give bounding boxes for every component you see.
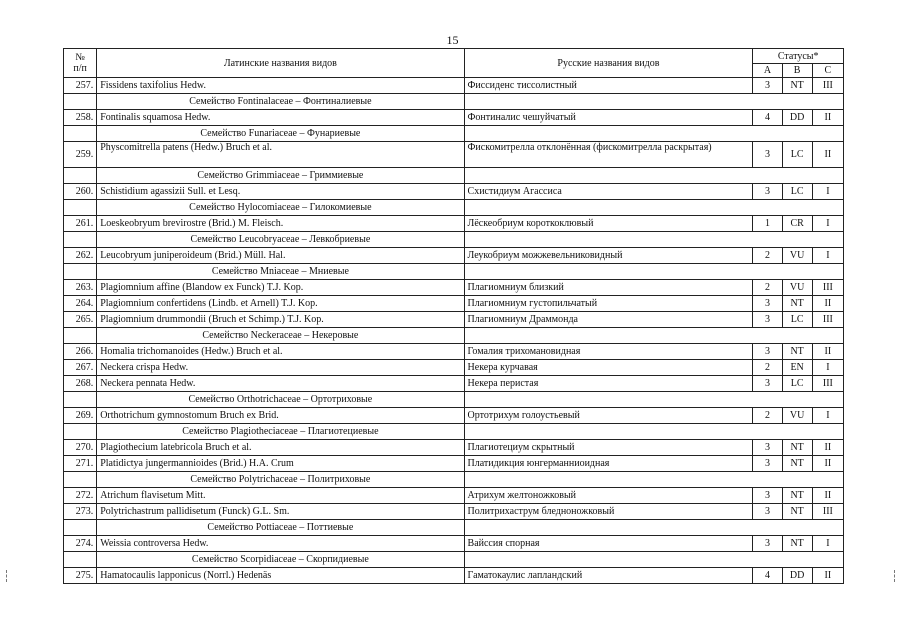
latin-name: Homalia trichomanoides (Hedw.) Bruch et al.	[97, 344, 464, 360]
table-row	[64, 536, 844, 552]
russian-name: Фискомитрелла отклонённая (фискомитрелла раскрытая)	[464, 142, 753, 168]
status-a: 3	[753, 296, 782, 312]
status-a: 4	[753, 568, 782, 584]
table-row	[64, 504, 844, 520]
table-row	[64, 376, 844, 392]
table-row	[64, 408, 844, 424]
status-c: II	[812, 344, 843, 360]
russian-name: Атрихум желтоножковый	[464, 488, 753, 504]
latin-name: Orthotrichum gymnostomum Bruch ex Brid.	[97, 408, 464, 424]
status-a: 3	[753, 312, 782, 328]
row-number: 263.	[64, 280, 97, 296]
status-b: DD	[782, 568, 812, 584]
status-c: II	[812, 142, 843, 168]
row-number: 272.	[64, 488, 97, 504]
status-a: 3	[753, 488, 782, 504]
latin-name: Weissia controversa Hedw.	[97, 536, 464, 552]
family-row	[64, 552, 844, 568]
status-c: II	[812, 488, 843, 504]
family-name: Семейство Grimmiaceae – Гриммиевые	[97, 168, 464, 184]
table-row	[64, 110, 844, 126]
row-number: 264.	[64, 296, 97, 312]
family-empty-cell	[464, 200, 843, 216]
status-a: 3	[753, 376, 782, 392]
row-number: 259.	[64, 142, 97, 168]
header-status-b: В	[782, 64, 812, 78]
status-b: VU	[782, 408, 812, 424]
status-c: I	[812, 360, 843, 376]
status-b: LC	[782, 184, 812, 200]
family-row	[64, 520, 844, 536]
status-a: 2	[753, 280, 782, 296]
status-c: III	[812, 504, 843, 520]
row-number: 262.	[64, 248, 97, 264]
header-status-a: А	[753, 64, 782, 78]
latin-name: Plagiomnium drummondii (Bruch et Schimp.) T.J. Kop.	[97, 312, 464, 328]
header-status-c: С	[812, 64, 843, 78]
family-row	[64, 168, 844, 184]
latin-name: Fontinalis squamosa Hedw.	[97, 110, 464, 126]
family-name: Семейство Mniaceae – Мниевые	[97, 264, 464, 280]
status-c: II	[812, 296, 843, 312]
status-a: 2	[753, 360, 782, 376]
family-row	[64, 472, 844, 488]
header-number-line1: №	[75, 52, 85, 63]
family-row	[64, 264, 844, 280]
row-number: 267.	[64, 360, 97, 376]
family-empty-cell	[464, 520, 843, 536]
table-row	[64, 360, 844, 376]
table-row	[64, 280, 844, 296]
table-row	[64, 568, 844, 584]
family-empty-cell	[464, 264, 843, 280]
status-b: NT	[782, 296, 812, 312]
russian-name: Вайссия спорная	[464, 536, 753, 552]
table-row	[64, 312, 844, 328]
latin-name: Schistidium agassizii Sull. et Lesq.	[97, 184, 464, 200]
family-name: Семейство Neckeraceae – Некеровые	[97, 328, 464, 344]
latin-name: Neckera crispa Hedw.	[97, 360, 464, 376]
status-c: I	[812, 216, 843, 232]
family-number-cell	[64, 232, 97, 248]
status-b: VU	[782, 248, 812, 264]
status-b: NT	[782, 78, 812, 94]
family-number-cell	[64, 520, 97, 536]
header-latin: Латинские названия видов	[97, 49, 464, 78]
status-c: III	[812, 376, 843, 392]
latin-name: Hamatocaulis lapponicus (Norrl.) Hedenäs	[97, 568, 464, 584]
status-a: 1	[753, 216, 782, 232]
family-row	[64, 200, 844, 216]
status-c: II	[812, 456, 843, 472]
status-b: NT	[782, 456, 812, 472]
right-edge-mark	[894, 570, 897, 582]
russian-name: Некера перистая	[464, 376, 753, 392]
table-header	[64, 49, 844, 78]
table-row	[64, 142, 844, 168]
status-a: 3	[753, 440, 782, 456]
row-number: 270.	[64, 440, 97, 456]
status-b: EN	[782, 360, 812, 376]
status-c: III	[812, 312, 843, 328]
family-number-cell	[64, 472, 97, 488]
family-empty-cell	[464, 94, 843, 110]
status-a: 3	[753, 184, 782, 200]
row-number: 258.	[64, 110, 97, 126]
status-b: NT	[782, 344, 812, 360]
family-row	[64, 328, 844, 344]
row-number: 271.	[64, 456, 97, 472]
status-a: 4	[753, 110, 782, 126]
family-name: Семейство Funariaceae – Фунариевые	[97, 126, 464, 142]
page-number: 15	[446, 33, 459, 47]
status-b: LC	[782, 376, 812, 392]
table-row	[64, 78, 844, 94]
table-body	[64, 78, 844, 584]
family-row	[64, 126, 844, 142]
status-c: II	[812, 440, 843, 456]
status-a: 2	[753, 248, 782, 264]
family-number-cell	[64, 328, 97, 344]
family-name: Семейство Plagiotheciaceae – Плагиотециевые	[97, 424, 464, 440]
family-empty-cell	[464, 552, 843, 568]
left-edge-mark	[6, 570, 9, 582]
header-russian: Русские названия видов	[464, 49, 753, 78]
family-number-cell	[64, 126, 97, 142]
russian-name: Плагиомниум Драммонда	[464, 312, 753, 328]
latin-name: Plagiothecium latebricola Bruch et al.	[97, 440, 464, 456]
family-empty-cell	[464, 472, 843, 488]
table-row	[64, 488, 844, 504]
status-b: NT	[782, 488, 812, 504]
status-c: III	[812, 280, 843, 296]
status-b: NT	[782, 504, 812, 520]
header-number-line2: п/п	[73, 63, 87, 74]
russian-name: Политрихаструм бледноножковый	[464, 504, 753, 520]
status-c: II	[812, 568, 843, 584]
family-number-cell	[64, 168, 97, 184]
family-number-cell	[64, 200, 97, 216]
status-b: DD	[782, 110, 812, 126]
status-a: 3	[753, 456, 782, 472]
latin-name: Neckera pennata Hedw.	[97, 376, 464, 392]
russian-name: Плагиотециум скрытный	[464, 440, 753, 456]
russian-name: Гаматокаулис лапландский	[464, 568, 753, 584]
family-name: Семейство Orthotrichaceae – Ортотриховые	[97, 392, 464, 408]
family-row	[64, 424, 844, 440]
family-row	[64, 94, 844, 110]
family-number-cell	[64, 424, 97, 440]
family-name: Семейство Fontinalaceae – Фонтиналиевые	[97, 94, 464, 110]
russian-name: Гомалия трихомановидная	[464, 344, 753, 360]
status-b: LC	[782, 312, 812, 328]
status-a: 3	[753, 142, 782, 168]
status-b: CR	[782, 216, 812, 232]
row-number: 269.	[64, 408, 97, 424]
status-c: I	[812, 536, 843, 552]
latin-name: Atrichum flavisetum Mitt.	[97, 488, 464, 504]
row-number: 257.	[64, 78, 97, 94]
russian-name: Фиссиденс тиссолистный	[464, 78, 753, 94]
row-number: 265.	[64, 312, 97, 328]
latin-name: Fissidens taxifolius Hedw.	[97, 78, 464, 94]
status-a: 3	[753, 536, 782, 552]
row-number: 274.	[64, 536, 97, 552]
family-empty-cell	[464, 328, 843, 344]
row-number: 261.	[64, 216, 97, 232]
family-empty-cell	[464, 168, 843, 184]
row-number: 275.	[64, 568, 97, 584]
status-a: 3	[753, 78, 782, 94]
russian-name: Фонтиналис чешуйчатый	[464, 110, 753, 126]
russian-name: Плагиомниум густопильчатый	[464, 296, 753, 312]
russian-name: Некера курчавая	[464, 360, 753, 376]
russian-name: Платидикция юнгерманниоидная	[464, 456, 753, 472]
status-c: I	[812, 408, 843, 424]
status-a: 2	[753, 408, 782, 424]
latin-name: Platidictya jungermannioides (Brid.) H.A. Crum	[97, 456, 464, 472]
family-row	[64, 232, 844, 248]
status-c: II	[812, 110, 843, 126]
family-name: Семейство Leucobryaceae – Левкобриевые	[97, 232, 464, 248]
row-number: 268.	[64, 376, 97, 392]
table-row	[64, 440, 844, 456]
table-row	[64, 296, 844, 312]
status-b: VU	[782, 280, 812, 296]
family-number-cell	[64, 392, 97, 408]
family-name: Семейство Hylocomiaceae – Гилокомиевые	[97, 200, 464, 216]
latin-name: Physcomitrella patens (Hedw.) Bruch et al.	[97, 142, 464, 168]
species-table	[63, 48, 844, 584]
table-row	[64, 184, 844, 200]
latin-name: Plagiomnium affine (Blandow ex Funck) T.J. Kop.	[97, 280, 464, 296]
family-empty-cell	[464, 392, 843, 408]
row-number: 266.	[64, 344, 97, 360]
table-row	[64, 248, 844, 264]
table-row	[64, 216, 844, 232]
status-a: 3	[753, 344, 782, 360]
status-c: III	[812, 78, 843, 94]
status-a: 3	[753, 504, 782, 520]
latin-name: Leucobryum juniperoideum (Brid.) Müll. Hal.	[97, 248, 464, 264]
family-number-cell	[64, 264, 97, 280]
status-c: I	[812, 248, 843, 264]
status-b: LC	[782, 142, 812, 168]
russian-name: Плагиомниум близкий	[464, 280, 753, 296]
family-name: Семейство Scorpidiaceae – Скорпидиевые	[97, 552, 464, 568]
family-empty-cell	[464, 126, 843, 142]
russian-name: Лёскеобриум короткоклювый	[464, 216, 753, 232]
russian-name: Леукобриум можжевельниковидный	[464, 248, 753, 264]
family-row	[64, 392, 844, 408]
table-row	[64, 344, 844, 360]
latin-name: Polytrichastrum pallidisetum (Funck) G.L. Sm.	[97, 504, 464, 520]
family-empty-cell	[464, 424, 843, 440]
latin-name: Plagiomnium confertidens (Lindb. et Arnell) T.J. Kop.	[97, 296, 464, 312]
family-name: Семейство Polytrichaceae – Политриховые	[97, 472, 464, 488]
latin-name: Loeskeobryum brevirostre (Brid.) M. Fleisch.	[97, 216, 464, 232]
row-number: 260.	[64, 184, 97, 200]
status-c: I	[812, 184, 843, 200]
header-number	[64, 49, 97, 78]
russian-name: Схистидиум Агассиса	[464, 184, 753, 200]
family-number-cell	[64, 552, 97, 568]
family-name: Семейство Pottiaceae – Поттиевые	[97, 520, 464, 536]
family-number-cell	[64, 94, 97, 110]
status-b: NT	[782, 440, 812, 456]
family-empty-cell	[464, 232, 843, 248]
table-row	[64, 456, 844, 472]
russian-name: Ортотрихум голоустьевый	[464, 408, 753, 424]
status-b: NT	[782, 536, 812, 552]
header-statuses: Статусы*	[753, 49, 844, 64]
row-number: 273.	[64, 504, 97, 520]
